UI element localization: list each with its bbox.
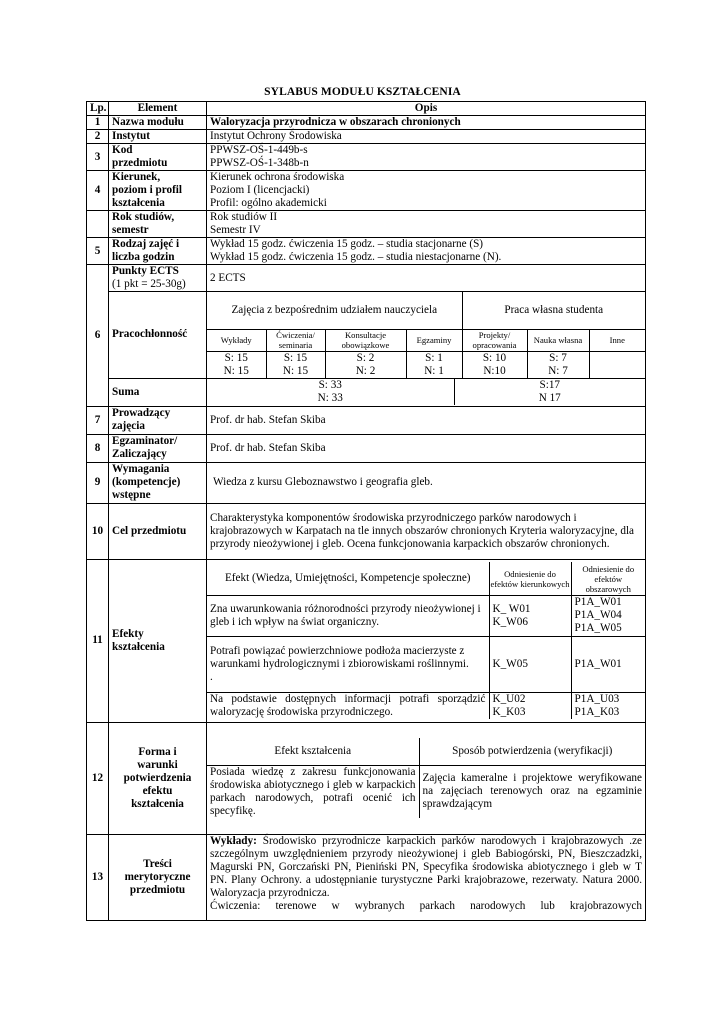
- outcome-text: Zna uwarunkowania różnorodności przyrody nieożywionej i gleb i ich wpływ na świat organiczny.: [207, 595, 489, 636]
- row-number: 12: [87, 722, 109, 834]
- label-line: Forma i: [138, 745, 177, 758]
- workload-value: [207, 351, 266, 378]
- outcome-text: [207, 636, 489, 692]
- label-line: Kierunek,: [112, 171, 161, 183]
- row-7: [87, 406, 646, 434]
- directional-ref: K_W05: [489, 636, 571, 692]
- col-exercises: Ćwiczenia/ seminaria: [266, 329, 325, 351]
- institute-value: Instytut Ochrony Środowiska: [207, 130, 646, 144]
- learning-outcomes-grid: [207, 559, 646, 722]
- row-number: 10: [87, 503, 109, 559]
- label-line: kształcenia: [112, 640, 165, 653]
- row-label: [109, 462, 207, 503]
- label-line: kształcenia: [112, 197, 165, 209]
- learning-outcomes-table: [207, 562, 645, 719]
- row-6-workload: [87, 292, 646, 379]
- row-number: 3: [87, 144, 109, 171]
- row-number: 8: [87, 434, 109, 462]
- s-value: S: 15: [283, 351, 308, 364]
- label-line: Prowadzący: [112, 407, 171, 419]
- value-line: Wykład 15 godz. ćwiczenia 15 godz. – studia niestacjonarne (N).: [210, 251, 502, 263]
- code-line: PPWSZ-OŚ-1-449b-s: [210, 144, 308, 156]
- label-line: Punkty ECTS: [112, 265, 179, 277]
- row-8: [87, 434, 646, 462]
- syllabus-table-container: [86, 101, 646, 921]
- sum-s: S: 33: [318, 379, 342, 391]
- row-label: Cel przedmiotu: [109, 503, 207, 559]
- area-ref: [571, 692, 645, 719]
- course-objective: Charakterystyka komponentów środowiska przyrodniczego parków narodowych i krajobrazowych w Karpatach na tle innych obszarów chronionych Kryteria waloryzacyjne, dla przyrody nieożywionej i gleb. Ocena funkcjonowania karpackich obszarów chronionych.: [207, 503, 646, 559]
- outcome-row: [207, 636, 645, 692]
- row-number: 7: [87, 406, 109, 434]
- row-label: [109, 834, 207, 920]
- row-number: 5: [87, 238, 109, 265]
- workload-value: [462, 351, 527, 378]
- ref-line: P1A_W05: [574, 622, 622, 635]
- outcome-header: Efekt (Wiedza, Umiejętności, Kompetencje społeczne): [207, 562, 489, 595]
- label-line: Kod: [112, 144, 133, 156]
- examiner-value: Prof. dr hab. Stefan Skiba: [207, 434, 646, 462]
- row-label: [109, 144, 207, 171]
- header-element: Element: [109, 102, 207, 116]
- outcome-text: Na podstawie dostępnych informacji potrafi sporządzić waloryzację środowiska przyrodniczego.: [207, 692, 489, 719]
- col-consultations: Konsultacje obowiązkowe: [325, 329, 406, 351]
- lectures-text: Środowisko przyrodnicze karpackich parków narodowych i krajobrazowych .ze szczególnym uwzględnieniem przyrody nieożywionej i gleb Babiogórski, PN, Bieszczadzki, Magurski PN, Gorczański PN, Pieniński PN, Specyfika środowiska abiotycznego i gleb w T PN. Plany Ochrony. a udostępnianie turystyczne Parki krajobrazowe, rezerwaty. Natura 2000. Waloryzacja przyrodnicza.: [210, 834, 642, 899]
- sum-direct: [207, 379, 454, 405]
- sum-table: [207, 379, 645, 405]
- row-3: [87, 144, 646, 171]
- label-line: Efekty: [112, 627, 144, 640]
- value-line: Poziom I (licencjacki): [210, 184, 310, 196]
- ref-line: P1A_K03: [574, 705, 620, 718]
- row-number: 6: [87, 265, 109, 407]
- year-semester: [207, 211, 646, 238]
- workload-value: [266, 351, 325, 378]
- directional-ref-header: Odniesienie do efektów kierunkowych: [489, 562, 571, 595]
- lectures-lead: Wykłady:: [210, 834, 257, 847]
- ref-line: P1A_U03: [574, 692, 620, 705]
- row-6-sum: [87, 378, 646, 406]
- row-4b: [87, 211, 646, 238]
- value-line: Kierunek ochrona środowiska: [210, 171, 345, 183]
- label-line: kształcenia: [131, 797, 184, 810]
- row-number: 13: [87, 834, 109, 920]
- label-line: zajęcia: [112, 420, 145, 432]
- sum-s: S:17: [539, 379, 561, 391]
- label-line: wstępne: [112, 489, 151, 501]
- col-projects: Projekty/ opracowania: [462, 329, 527, 351]
- direct-contact-header: Zajęcia z bezpośrednim udziałem nauczyciela: [207, 292, 462, 329]
- value-line: Semestr IV: [210, 224, 261, 236]
- label-line: efektu: [142, 784, 173, 797]
- row-number: 9: [87, 462, 109, 503]
- row-number: 11: [87, 559, 109, 722]
- value-line: Wykład 15 godz. ćwiczenia 15 godz. – studia stacjonarne (S): [210, 238, 484, 250]
- area-ref: [571, 595, 645, 636]
- label-line: Wymagania: [112, 463, 170, 475]
- row-5: [87, 238, 646, 265]
- area-ref-header: Odniesienie do efektów obszarowych: [571, 562, 645, 595]
- effect-text: Posiada wiedzę z zakresu funkcjonowania środowiska abiotycznego i gleb w karpackich parkach narodowych, potrafi ocenić ich specyfikę.: [207, 765, 419, 818]
- header-lp: Lp.: [87, 102, 109, 116]
- syllabus-table: [86, 101, 646, 921]
- ref-line: P1A_W04: [574, 609, 622, 622]
- s-value: S: 2: [356, 351, 375, 364]
- verification-text: Zajęcia kameralne i projektowe weryfikowane na zajęciach terenowych oraz na egzaminie sprawdzającym: [419, 765, 645, 818]
- row-label: [109, 211, 207, 238]
- prerequisites-value: Wiedza z kursu Gleboznawstwo i geografia gleb.: [207, 462, 646, 503]
- s-value: S: 15: [224, 351, 248, 364]
- sum-grid: [207, 378, 646, 406]
- row-number: 1: [87, 116, 109, 130]
- directional-ref: [489, 595, 571, 636]
- col-other: Inne: [589, 329, 645, 351]
- course-code: [207, 144, 646, 171]
- outcome-dot: .: [210, 670, 213, 683]
- row-label: [109, 171, 207, 211]
- row-9: [87, 462, 646, 503]
- label-line: semestr: [112, 224, 149, 236]
- label-line: Rok studiów,: [112, 211, 175, 223]
- row-4: [87, 171, 646, 211]
- n-value: N: 1: [424, 364, 444, 377]
- row-label: Instytut: [109, 130, 207, 144]
- workload-value: [406, 351, 462, 378]
- label-line: Zaliczający: [112, 448, 167, 460]
- row-number-empty: [87, 211, 109, 238]
- row-11: [87, 559, 646, 722]
- sum-own: [454, 379, 645, 405]
- verification-header: Sposób potwierdzenia (weryfikacji): [419, 738, 645, 765]
- outcome-row: [207, 595, 645, 636]
- col-lectures: Wykłady: [207, 329, 266, 351]
- outcome-row: [207, 692, 645, 719]
- label-line: poziom i profil: [112, 184, 183, 196]
- row-label: [109, 559, 207, 722]
- label-line: (kompetencje): [112, 476, 181, 488]
- value-line: Rok studiów II: [210, 211, 278, 223]
- s-value: S: 7: [549, 351, 567, 364]
- row-label: [109, 265, 207, 292]
- exercises-text: Ćwiczenia: terenowe w wybranych parkach narodowych lub krajobrazowych: [210, 899, 642, 912]
- label-line: merytoryczne: [124, 870, 191, 883]
- row-label: [109, 406, 207, 434]
- class-types-hours: [207, 238, 646, 265]
- row-label: [109, 238, 207, 265]
- label-line: Treści: [143, 857, 172, 870]
- effect-header: Efekt kształcenia: [207, 738, 419, 765]
- label-line: przedmiotu: [112, 157, 168, 169]
- module-name: Waloryzacja przyrodnicza w obszarach chronionych: [207, 116, 646, 130]
- outcome-line: Potrafi powiązać powierzchniowe podłoża macierzyste z warunkami hydrologicznymi i zbiorowiskami roślinnymi.: [210, 644, 469, 670]
- col-self-study: Nauka własna: [527, 329, 589, 351]
- ref-line: K_W06: [492, 615, 528, 628]
- row-label: Suma: [109, 378, 207, 406]
- ref-line: P1A_W01: [574, 596, 622, 609]
- verification-table: [207, 738, 645, 818]
- label-line: potwierdzenia: [123, 771, 192, 784]
- row-12: [87, 722, 646, 834]
- content-text: [210, 835, 642, 899]
- n-value: N: 2: [355, 364, 376, 377]
- code-line: PPWSZ-OŚ-1-348b-n: [210, 157, 309, 169]
- row-number: 4: [87, 171, 109, 211]
- n-value: N: 15: [282, 364, 309, 377]
- ects-value: 2 ECTS: [207, 265, 646, 292]
- n-value: N: 15: [223, 364, 249, 377]
- row-2: [87, 130, 646, 144]
- label-line: przedmiotu: [129, 883, 186, 896]
- n-value: N: 7: [548, 364, 568, 377]
- label-line: Egzaminator/: [112, 435, 178, 447]
- ref-line: K_U02: [492, 692, 526, 705]
- col-exams: Egzaminy: [406, 329, 462, 351]
- directional-ref: [489, 692, 571, 719]
- document-title: SYLABUS MODUŁU KSZTAŁCENIA: [264, 86, 461, 98]
- workload-value: [527, 351, 589, 378]
- table-header-row: [87, 102, 646, 116]
- label-line: liczba godzin: [112, 251, 175, 263]
- verification-grid: [207, 722, 646, 834]
- workload-table: [207, 292, 645, 378]
- row-label: [109, 434, 207, 462]
- row-1: [87, 116, 646, 130]
- area-ref: P1A_W01: [571, 636, 645, 692]
- sum-n: N 17: [538, 392, 561, 404]
- value-line: Profil: ogólno akademicki: [210, 197, 327, 209]
- s-value: S: 1: [425, 351, 443, 364]
- label-line: (1 pkt = 25-30g): [112, 278, 186, 290]
- field-of-study: [207, 171, 646, 211]
- row-label: [109, 722, 207, 834]
- header-opis: Opis: [207, 102, 646, 116]
- row-label: Nazwa modułu: [109, 116, 207, 130]
- row-6-ects: [87, 265, 646, 292]
- own-work-header: Praca własna studenta: [462, 292, 645, 329]
- workload-value-other: [589, 351, 645, 378]
- ref-line: K_ W01: [492, 602, 531, 615]
- workload-value: [325, 351, 406, 378]
- row-number: 2: [87, 130, 109, 144]
- ref-line: K_K03: [492, 705, 526, 718]
- s-value: S: 10: [482, 351, 507, 364]
- label-line: Rodzaj zajęć i: [112, 238, 180, 250]
- n-value: N:10: [483, 364, 506, 377]
- row-label: Pracochłonność: [109, 292, 207, 379]
- row-13: [87, 834, 646, 920]
- lecturer-value: Prof. dr hab. Stefan Skiba: [207, 406, 646, 434]
- sum-n: N: 33: [317, 392, 343, 404]
- row-10: [87, 503, 646, 559]
- workload-grid: [207, 292, 646, 379]
- label-line: warunki: [137, 758, 178, 771]
- course-content: [207, 834, 646, 920]
